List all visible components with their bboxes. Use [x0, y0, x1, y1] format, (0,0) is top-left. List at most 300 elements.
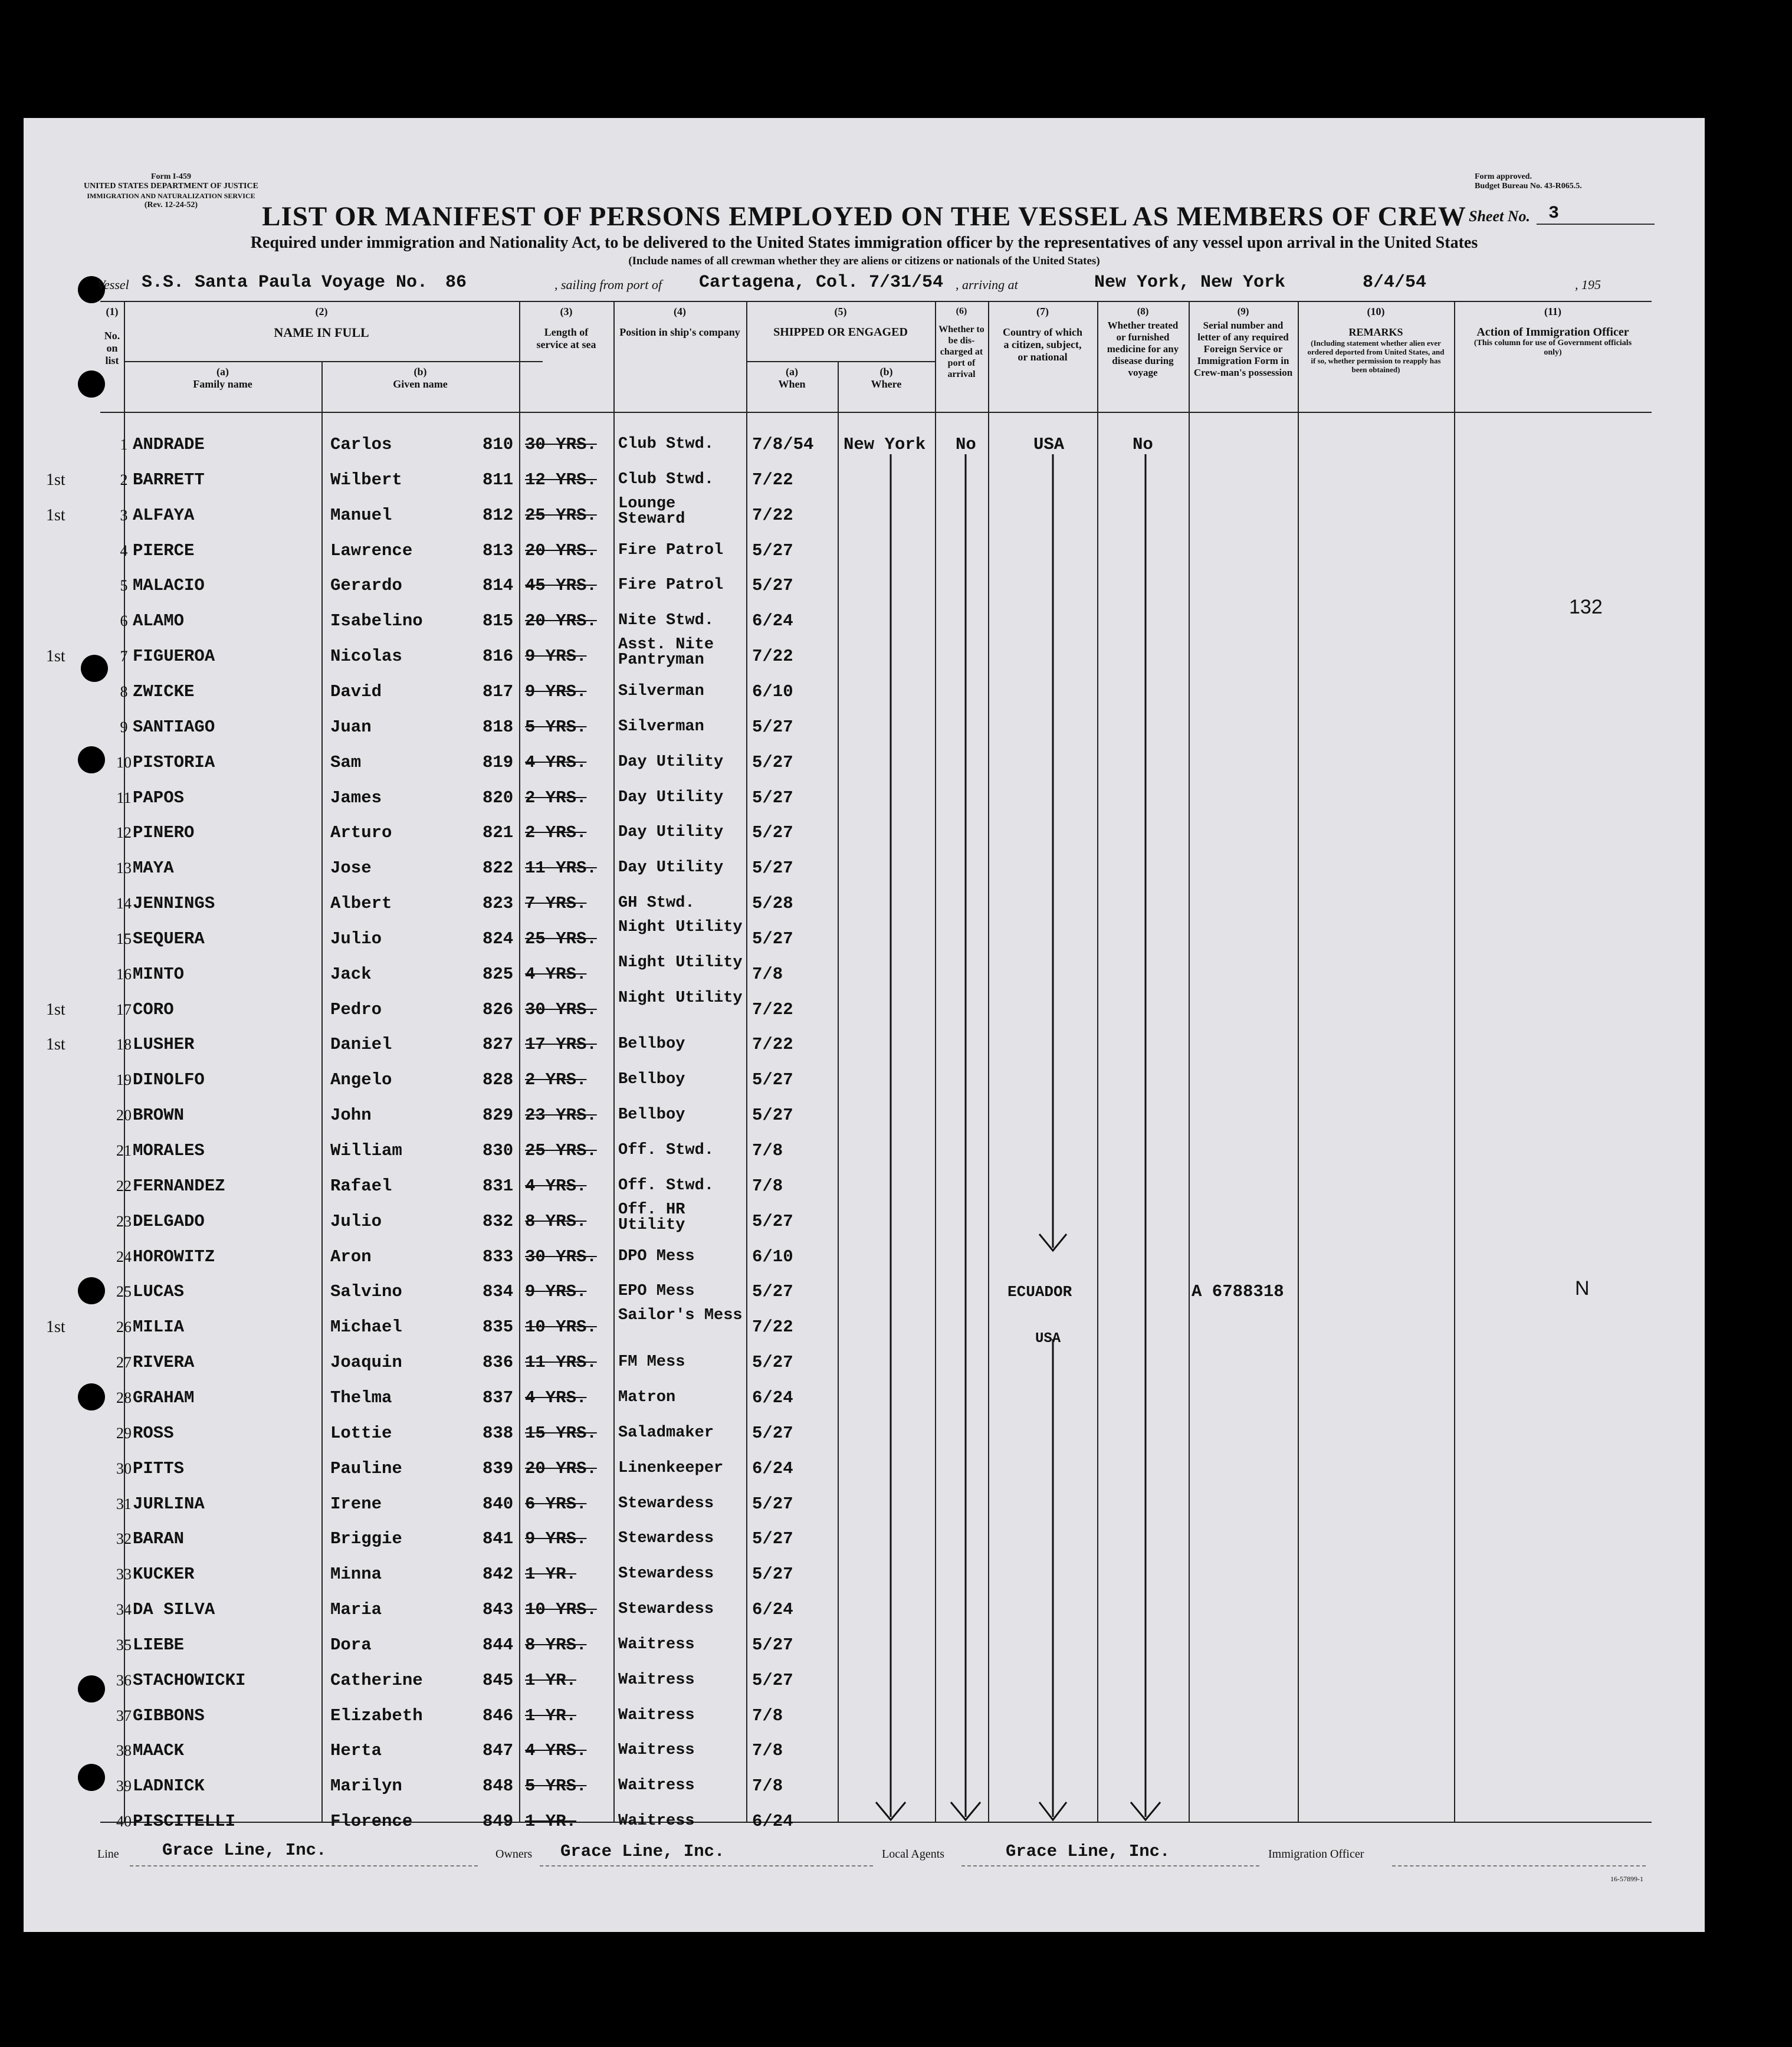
- given-name: Joaquin: [330, 1353, 402, 1373]
- row-number: 27: [116, 1354, 132, 1372]
- row-number: 9: [120, 718, 128, 736]
- sailing-port: Cartagena, Col. 7/31/54: [699, 273, 944, 293]
- discharged-flag: No: [956, 435, 976, 454]
- crew-code: 813: [483, 540, 514, 560]
- row-number: 3: [120, 506, 128, 524]
- shipped-when: 5/27: [752, 929, 793, 949]
- shipped-when: 5/27: [752, 1564, 793, 1585]
- row-number: 21: [116, 1142, 132, 1159]
- family-name: BARRETT: [133, 470, 205, 490]
- given-name: Juan: [330, 717, 372, 737]
- crew-code: 837: [483, 1387, 514, 1408]
- row-number: 10: [116, 753, 132, 771]
- arriving-port: New York, New York: [1094, 273, 1286, 293]
- col-service-header: (3) Length of service at sea: [536, 306, 596, 350]
- crew-code: 827: [483, 1035, 514, 1055]
- line-label: Line: [97, 1848, 119, 1861]
- given-name: William: [330, 1141, 402, 1160]
- line-value: Grace Line, Inc.: [162, 1841, 327, 1860]
- position: Night Utility: [618, 989, 743, 1007]
- crew-code: 832: [483, 1211, 514, 1231]
- position: FM Mess: [618, 1353, 685, 1372]
- col-shipped-header: (5) SHIPPED OR ENGAGED: [773, 306, 908, 339]
- col-where-header: (b) Where: [871, 366, 902, 390]
- family-name: MAYA: [133, 858, 174, 878]
- family-name: BARAN: [133, 1529, 185, 1549]
- col-position-header: (4) Position in ship's company: [619, 306, 740, 338]
- service-length: 6 YRS.: [525, 1494, 587, 1514]
- service-length: 1 YR.: [525, 1670, 577, 1690]
- shipped-when: 7/8: [752, 964, 783, 984]
- given-name: David: [330, 681, 382, 701]
- given-name: Florence: [330, 1812, 413, 1832]
- shipped-when: 7/8: [752, 1705, 783, 1725]
- family-name: ZWICKE: [133, 681, 195, 701]
- service-length: 2 YRS.: [525, 823, 587, 843]
- sheet-label: Sheet No.: [1469, 208, 1530, 225]
- col-action-header: (11) Action of Immigration Officer (This column for use of Government officials only): [1473, 306, 1632, 357]
- position: Lounge Steward: [618, 494, 685, 528]
- family-name: MORALES: [133, 1141, 205, 1160]
- family-name: GIBBONS: [133, 1705, 205, 1725]
- shipped-when: 7/8: [752, 1176, 783, 1196]
- shipped-when: 7/22: [752, 1035, 793, 1055]
- shipped-when: 5/27: [752, 1070, 793, 1090]
- shipped-when: 5/27: [752, 1282, 793, 1302]
- col-given-header: (b) Given name: [393, 366, 448, 390]
- position: Waitress: [618, 1777, 695, 1795]
- line-underline: [130, 1865, 478, 1866]
- family-name: DA SILVA: [133, 1600, 215, 1620]
- given-name: Aron: [330, 1246, 372, 1267]
- given-name: Salvino: [330, 1282, 402, 1302]
- vessel-label: Vessel: [97, 277, 129, 292]
- family-name: ROSS: [133, 1423, 174, 1443]
- shipped-when: 6/24: [752, 1600, 793, 1620]
- col-remarks-header: (10) REMARKS (Including statement whether alien ever ordered deported from United States, and if so, whether permission to reapply has been obtained): [1307, 306, 1445, 374]
- position: Stewardess: [618, 1494, 714, 1513]
- officer-action: 132: [1569, 596, 1603, 619]
- service-length: 25 YRS.: [525, 505, 597, 525]
- row-number: 39: [116, 1777, 132, 1795]
- service-length: 1 YR.: [525, 1705, 577, 1725]
- agents-underline: [961, 1865, 1259, 1866]
- position: Sailor's Mess: [618, 1307, 743, 1325]
- shipped-when: 6/24: [752, 1812, 793, 1832]
- family-name: LIEBE: [133, 1635, 185, 1655]
- crew-code: 839: [483, 1458, 514, 1478]
- position: Fire Patrol: [618, 576, 724, 595]
- shipped-when: 6/24: [752, 1458, 793, 1478]
- crew-code: 817: [483, 681, 514, 701]
- crew-code: 814: [483, 576, 514, 596]
- row-number: 4: [120, 542, 128, 559]
- position: Waitress: [618, 1706, 695, 1724]
- given-name: Irene: [330, 1494, 382, 1514]
- row-number: 38: [116, 1742, 132, 1760]
- service-length: 2 YRS.: [525, 1070, 587, 1090]
- given-name: Marilyn: [330, 1776, 402, 1796]
- family-name: LADNICK: [133, 1776, 205, 1796]
- family-name: BROWN: [133, 1105, 185, 1126]
- shipped-when: 5/27: [752, 858, 793, 878]
- family-name: DINOLFO: [133, 1070, 205, 1090]
- family-name: MAACK: [133, 1741, 185, 1761]
- service-length: 11 YRS.: [525, 1353, 597, 1373]
- position: DPO Mess: [618, 1247, 695, 1265]
- given-name: Thelma: [330, 1387, 392, 1408]
- crew-code: 840: [483, 1494, 514, 1514]
- col-treated-header: (8) Whether treated or furnished medicine for any disease during voyage: [1107, 306, 1179, 378]
- service-length: 9 YRS.: [525, 647, 587, 667]
- given-name: Arturo: [330, 823, 392, 843]
- position: Waitress: [618, 1635, 695, 1654]
- row-mark: 1st: [46, 647, 65, 666]
- service-length: 20 YRS.: [525, 1458, 597, 1478]
- row-number: 8: [120, 683, 128, 700]
- family-name: PAPOS: [133, 788, 185, 808]
- position: Club Stwd.: [618, 435, 714, 453]
- crew-code: 823: [483, 894, 514, 914]
- given-name: Jack: [330, 964, 372, 984]
- position: Day Utility: [618, 859, 724, 877]
- position: Bellboy: [618, 1071, 685, 1089]
- row-number: 29: [116, 1424, 132, 1442]
- crew-code: 847: [483, 1741, 514, 1761]
- country: USA: [1035, 1331, 1061, 1347]
- shipped-when: 5/27: [752, 1635, 793, 1655]
- given-name: Isabelino: [330, 611, 423, 631]
- immigration-officer-label: Immigration Officer: [1268, 1848, 1364, 1861]
- shipped-when: 7/22: [752, 999, 793, 1019]
- given-name: Carlos: [330, 435, 392, 454]
- crew-code: 843: [483, 1600, 514, 1620]
- shipped-when: 7/22: [752, 1317, 793, 1337]
- service-length: 30 YRS.: [525, 999, 597, 1019]
- row-number: 28: [116, 1389, 132, 1406]
- service-length: 4 YRS.: [525, 1176, 587, 1196]
- family-name: MINTO: [133, 964, 185, 984]
- year-label: , 195: [1575, 277, 1601, 292]
- service-length: 5 YRS.: [525, 717, 587, 737]
- crew-code: 822: [483, 858, 514, 878]
- family-name: RIVERA: [133, 1353, 195, 1373]
- department-name: UNITED STATES DEPARTMENT OF JUSTICE: [84, 182, 258, 191]
- voyage-number: 86: [445, 273, 467, 293]
- crew-code: 844: [483, 1635, 514, 1655]
- position: Bellboy: [618, 1106, 685, 1124]
- row-mark: 1st: [46, 1318, 65, 1337]
- given-name: James: [330, 788, 382, 808]
- row-number: 25: [116, 1283, 132, 1301]
- crew-code: 846: [483, 1705, 514, 1725]
- shipped-when: 5/28: [752, 894, 793, 914]
- family-name: PISCITELLI: [133, 1812, 236, 1832]
- page-note: (Include names of all crewman whether they are aliens or citizens or nationals of the United States): [628, 255, 1100, 267]
- service-length: 11 YRS.: [525, 858, 597, 878]
- service-length: 5 YRS.: [525, 1776, 587, 1796]
- row-mark: 1st: [46, 1035, 65, 1054]
- service-length: 2 YRS.: [525, 788, 587, 808]
- vessel-name: S.S. Santa Paula: [142, 273, 312, 293]
- shipped-when: 7/22: [752, 470, 793, 490]
- family-name: JURLINA: [133, 1494, 205, 1514]
- position: Day Utility: [618, 753, 724, 771]
- row-number: 11: [116, 789, 132, 806]
- family-name: FERNANDEZ: [133, 1176, 225, 1196]
- row-number: 23: [116, 1212, 132, 1230]
- arriving-label: , arriving at: [956, 277, 1018, 292]
- family-name: DELGADO: [133, 1211, 205, 1231]
- crew-code: 824: [483, 929, 514, 949]
- position: Linenkeeper: [618, 1459, 724, 1477]
- arrival-date: 8/4/54: [1363, 273, 1427, 293]
- row-number: 22: [116, 1177, 132, 1195]
- family-name: PISTORIA: [133, 752, 215, 772]
- given-name: Daniel: [330, 1035, 392, 1055]
- given-name: Elizabeth: [330, 1705, 423, 1725]
- position: Bellboy: [618, 1035, 685, 1054]
- service-length: 7 YRS.: [525, 894, 587, 914]
- row-number: 1: [120, 436, 128, 453]
- service-length: 30 YRS.: [525, 435, 597, 454]
- owners-underline: [540, 1865, 873, 1866]
- position: Silverman: [618, 682, 704, 700]
- row-number: 16: [116, 965, 132, 983]
- shipped-when: 6/10: [752, 681, 793, 701]
- row-number: 6: [120, 612, 128, 630]
- shipped-when: 7/8: [752, 1141, 783, 1160]
- position: Day Utility: [618, 788, 724, 806]
- given-name: Pauline: [330, 1458, 402, 1478]
- shipped-when: 5/27: [752, 540, 793, 560]
- given-name: Herta: [330, 1741, 382, 1761]
- service-length: 23 YRS.: [525, 1105, 597, 1126]
- service-length: 9 YRS.: [525, 681, 587, 701]
- crew-code: 836: [483, 1353, 514, 1373]
- family-name: FIGUEROA: [133, 647, 215, 667]
- shipped-when: 5/27: [752, 1211, 793, 1231]
- local-agents-label: Local Agents: [882, 1848, 945, 1861]
- crew-code: 815: [483, 611, 514, 631]
- given-name: Manuel: [330, 505, 392, 525]
- footer: [24, 1841, 1705, 1888]
- given-name: Catherine: [330, 1670, 423, 1690]
- service-length: 1 YR.: [525, 1812, 577, 1832]
- page-title: LIST OR MANIFEST OF PERSONS EMPLOYED ON THE VESSEL AS MEMBERS OF CREW: [262, 201, 1466, 232]
- family-name: HOROWITZ: [133, 1246, 215, 1267]
- position: Off. HR Utility: [618, 1200, 685, 1234]
- shipped-when: 7/22: [752, 647, 793, 667]
- shipped-when: 7/8: [752, 1741, 783, 1761]
- position: Off. Stwd.: [618, 1176, 714, 1195]
- given-name: Albert: [330, 894, 392, 914]
- family-name: GRAHAM: [133, 1387, 195, 1408]
- shipped-where: New York: [844, 435, 926, 454]
- service-length: 8 YRS.: [525, 1635, 587, 1655]
- family-name: MILIA: [133, 1317, 185, 1337]
- row-number: 5: [120, 577, 128, 595]
- crew-code: 825: [483, 964, 514, 984]
- row-mark: 1st: [46, 506, 65, 524]
- position: Nite Stwd.: [618, 612, 714, 630]
- position: Off. Stwd.: [618, 1141, 714, 1159]
- family-name: ANDRADE: [133, 435, 205, 454]
- shipped-when: 6/24: [752, 611, 793, 631]
- service-length: 17 YRS.: [525, 1035, 597, 1055]
- family-name: LUSHER: [133, 1035, 195, 1055]
- position: GH Stwd.: [618, 894, 695, 913]
- row-number: 32: [116, 1530, 132, 1548]
- shipped-when: 7/8: [752, 1776, 783, 1796]
- voyage-label: Voyage No.: [321, 273, 428, 293]
- shipped-when: 6/10: [752, 1246, 793, 1267]
- crew-code: 833: [483, 1246, 514, 1267]
- family-name: STACHOWICKI: [133, 1670, 246, 1690]
- family-name: LUCAS: [133, 1282, 185, 1302]
- family-name: KUCKER: [133, 1564, 195, 1585]
- service-length: 9 YRS.: [525, 1529, 587, 1549]
- row-number: 15: [116, 930, 132, 947]
- officer-underline: [1392, 1865, 1646, 1866]
- crew-code: 838: [483, 1423, 514, 1443]
- given-name: Lawrence: [330, 540, 413, 560]
- crew-code: 848: [483, 1776, 514, 1796]
- row-number: 13: [116, 860, 132, 877]
- position: Waitress: [618, 1741, 695, 1760]
- crew-code: 820: [483, 788, 514, 808]
- row-number: 33: [116, 1566, 132, 1583]
- shipped-when: 7/8/54: [752, 435, 814, 454]
- crew-code: 829: [483, 1105, 514, 1126]
- position: Fire Patrol: [618, 541, 724, 559]
- position: Matron: [618, 1388, 676, 1406]
- position: Stewardess: [618, 1530, 714, 1548]
- officer-action: N: [1575, 1277, 1590, 1300]
- service-length: 30 YRS.: [525, 1246, 597, 1267]
- family-name: SEQUERA: [133, 929, 205, 949]
- service-length: 1 YR.: [525, 1564, 577, 1585]
- crew-code: 835: [483, 1317, 514, 1337]
- shipped-when: 5/27: [752, 1670, 793, 1690]
- given-name: Angelo: [330, 1070, 392, 1090]
- position: Night Utility: [618, 918, 743, 936]
- shipped-when: 5/27: [752, 576, 793, 596]
- col-name-header: (2) NAME IN FULL: [274, 306, 369, 340]
- budget-bureau: Budget Bureau No. 43-R065.5.: [1475, 182, 1582, 191]
- shipped-when: 5/27: [752, 752, 793, 772]
- country: USA: [1033, 435, 1065, 454]
- shipped-when: 5/27: [752, 1529, 793, 1549]
- family-name: PITTS: [133, 1458, 185, 1478]
- col-number-header: (1) No. on list: [104, 306, 120, 366]
- row-number: 17: [116, 1000, 132, 1018]
- position: Waitress: [618, 1671, 695, 1689]
- service-length: 45 YRS.: [525, 576, 597, 596]
- given-name: Lottie: [330, 1423, 392, 1443]
- given-name: Julio: [330, 1211, 382, 1231]
- given-name: Jose: [330, 858, 372, 878]
- col-serial-header: (9) Serial number and letter of any required Foreign Service or Immigration Form in Crew-man's possession: [1193, 306, 1293, 378]
- given-name: Dora: [330, 1635, 372, 1655]
- crew-code: 845: [483, 1670, 514, 1690]
- row-mark: 1st: [46, 470, 65, 489]
- position: Club Stwd.: [618, 470, 714, 488]
- row-mark: 1st: [46, 1000, 65, 1019]
- form-number: Form I-459: [150, 172, 192, 181]
- print-code: 16-57899-1: [1610, 1875, 1643, 1883]
- crew-code: 812: [483, 505, 514, 525]
- row-number: 19: [116, 1071, 132, 1089]
- treated-flag: No: [1133, 435, 1153, 454]
- row-number: 18: [116, 1036, 132, 1054]
- row-number: 24: [116, 1248, 132, 1265]
- owners-value: Grace Line, Inc.: [560, 1842, 725, 1861]
- service-length: 25 YRS.: [525, 1141, 597, 1160]
- local-agents-value: Grace Line, Inc.: [1006, 1842, 1170, 1861]
- service-length: 9 YRS.: [525, 1282, 587, 1302]
- position: Saladmaker: [618, 1423, 714, 1442]
- given-name: Pedro: [330, 999, 382, 1019]
- row-number: 7: [120, 648, 128, 665]
- crew-code: 831: [483, 1176, 514, 1196]
- position: Night Utility: [618, 953, 743, 972]
- given-name: Minna: [330, 1564, 382, 1585]
- sailing-label: , sailing from port of: [554, 277, 662, 292]
- row-number: 2: [120, 471, 128, 488]
- position: Waitress: [618, 1812, 695, 1831]
- crew-code: 826: [483, 999, 514, 1019]
- row-number: 20: [116, 1107, 132, 1124]
- form-approved: Form approved.: [1475, 172, 1532, 181]
- row-number: 14: [116, 895, 132, 913]
- row-number: 35: [116, 1636, 132, 1654]
- shipped-when: 5/27: [752, 1423, 793, 1443]
- position: Stewardess: [618, 1600, 714, 1619]
- row-number: 31: [116, 1495, 132, 1513]
- crew-code: 842: [483, 1564, 514, 1585]
- family-name: JENNINGS: [133, 894, 215, 914]
- service-length: 4 YRS.: [525, 1387, 587, 1408]
- shipped-when: 5/27: [752, 1353, 793, 1373]
- serial-number: A 6788318: [1192, 1282, 1284, 1302]
- given-name: Briggie: [330, 1529, 402, 1549]
- crew-code: 818: [483, 717, 514, 737]
- row-number: 40: [116, 1813, 132, 1831]
- ditto-arrows: [24, 118, 1705, 1932]
- row-number: 30: [116, 1459, 132, 1477]
- row-number: 26: [116, 1318, 132, 1336]
- shipped-when: 6/24: [752, 1387, 793, 1408]
- country: ECUADOR: [1007, 1283, 1072, 1301]
- given-name: Michael: [330, 1317, 402, 1337]
- given-name: Gerardo: [330, 576, 402, 596]
- position: Asst. Nite Pantryman: [618, 636, 714, 670]
- position: EPO Mess: [618, 1282, 695, 1301]
- service-length: 12 YRS.: [525, 470, 597, 490]
- row-number: 36: [116, 1671, 132, 1689]
- service-length: 10 YRS.: [525, 1317, 597, 1337]
- family-name: SANTIAGO: [133, 717, 215, 737]
- position: Silverman: [618, 717, 704, 736]
- col-family-header: (a) Family name: [193, 366, 252, 390]
- crew-code: 841: [483, 1529, 514, 1549]
- given-name: John: [330, 1105, 372, 1126]
- given-name: Julio: [330, 929, 382, 949]
- family-name: ALFAYA: [133, 505, 195, 525]
- crew-code: 816: [483, 647, 514, 667]
- shipped-when: 7/22: [752, 505, 793, 525]
